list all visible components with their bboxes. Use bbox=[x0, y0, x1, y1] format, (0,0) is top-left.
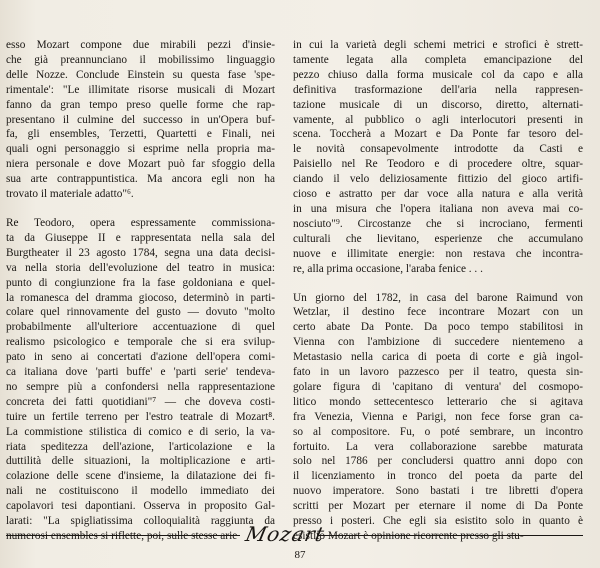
text-line: in cui la varietà degli schemi metrici e strofici è strett- bbox=[293, 39, 583, 51]
text-line: punto di congiunzione fra la fase goldoniana e quel- bbox=[6, 276, 275, 289]
text-line: certo abate Da Ponte. Da poco tempo stabilitosi in bbox=[293, 321, 583, 334]
text-line: quali ogni personaggio si esprime nella propria ma- bbox=[6, 143, 275, 156]
mozart-signature: Mozart bbox=[243, 522, 328, 546]
text-line: Paisiello nel Re Teodoro e di procedere oltre, squar- bbox=[293, 158, 583, 171]
text-line: in una misura che l'opera italiana non aveva mai co- bbox=[293, 202, 583, 215]
text-line: esso Mozart compone due mirabili pezzi d'insie- bbox=[6, 39, 275, 51]
text-line: il licenziamento in tronco del poeta da parte del bbox=[293, 470, 583, 483]
right-paragraph-1 bbox=[293, 38, 583, 277]
text-line: pato in seno ai concertati d'azione dell'opera comi- bbox=[6, 351, 275, 364]
text-line: la romanesca del dramma giocoso, determinò in parti- bbox=[6, 291, 275, 304]
text-line: Un giorno del 1782, in casa del barone Raimund von bbox=[293, 291, 583, 304]
text-line: niera personale e dove Mozart può far sfoggio della bbox=[6, 158, 275, 171]
left-paragraph-1 bbox=[6, 38, 275, 202]
text-line: nosciuto"⁹. Circostanze che si incrociano, fermenti bbox=[293, 217, 583, 230]
text-line: fa, gli ensembles, Terzetti, Quartetti e Finali, nei bbox=[6, 128, 275, 141]
text-line: cioso e astratto per dar voce alla natura e alla verità bbox=[293, 188, 583, 201]
text-line: presso i posteri. Che egli sia esistito solo in quanto è bbox=[293, 515, 583, 528]
text-line: trovato il materiale adatto"⁶. bbox=[6, 188, 134, 201]
text-line: ca italiana dove 'parti buffe' e 'parti serie' tendeva- bbox=[6, 366, 275, 379]
page-number: 87 bbox=[294, 549, 306, 561]
text-line: riata speditezza dell'azione, l'articolazione e la bbox=[6, 440, 275, 453]
text-line: no sempre più a confondersi nella rappresentazione bbox=[6, 380, 275, 393]
footer-rule-left bbox=[6, 535, 240, 536]
right-column bbox=[293, 38, 583, 544]
text-line: tuire un fertile terreno per l'estro teatrale di Mozart⁸. bbox=[6, 410, 275, 423]
text-line: ta da Giuseppe II e rappresentata nella sala del bbox=[6, 231, 275, 244]
text-line: scena. Toccherà a Mozart e Da Ponte far tesoro del- bbox=[293, 128, 583, 141]
text-line: presentano il culmine del successo in un'Opera buf- bbox=[6, 113, 275, 126]
text-line: fortuito. La vera collaborazione sarebbe maturata bbox=[293, 440, 583, 453]
text-line: Re Teodoro, opera espressamente commissiona- bbox=[6, 216, 275, 229]
text-line: probabilmente all'ulteriore accentuazione di quel bbox=[6, 321, 275, 334]
right-paragraph-2 bbox=[293, 291, 583, 544]
text-line: so al compositore. Fu, o poté sembrare, un incontro bbox=[293, 425, 583, 438]
text-line: delle Nozze. Conclude Einstein su questa fase 'spe- bbox=[6, 68, 275, 81]
text-line: numerosi ensembles si riflette, poi, sulle stesse arie bbox=[6, 530, 238, 542]
text-line: Burgtheater il 23 agosto 1784, segna una data decisi- bbox=[6, 246, 275, 259]
text-line: ciando il velo deliziosamente fittizio del gioco artifi- bbox=[293, 173, 583, 186]
text-line: fra Venezia, Vienna e Parigi, non fece forse gran ca- bbox=[293, 410, 583, 423]
footer-rule-right bbox=[318, 535, 583, 536]
text-line: tamente legata alla completa emancipazione del bbox=[293, 53, 583, 66]
left-column bbox=[6, 38, 275, 544]
text-line: La commistione stilistica di comico e di serio, la va- bbox=[6, 425, 275, 438]
text-line: esistito Mozart è opinione ricorrente presso gli stu- bbox=[293, 530, 524, 542]
text-line: nali ne costituiscono il modello immediato dei bbox=[6, 485, 275, 498]
text-line: colazione delle scene d'insieme, la dilatazione dei fi- bbox=[6, 470, 275, 483]
text-line: va nella storia dell'evoluzione del teatro in musica: bbox=[6, 261, 275, 274]
text-line: litico mondo settecentesco letterario che si agitava bbox=[293, 395, 583, 408]
text-line: sua arte contrappuntistica. Ma ancora egli non ha bbox=[6, 173, 275, 186]
text-line: concreta dei fatti quotidiani"⁷ — che doveva costi- bbox=[6, 395, 275, 408]
text-line: nuove e illimitate energie: non restava che incontra- bbox=[293, 247, 583, 260]
text-line: che già preannunciano il mobilissimo linguaggio bbox=[6, 53, 275, 66]
text-line: pezzo chiuso dalla forma musicale col da capo e alla bbox=[293, 68, 583, 81]
text-line: fanno da gran tempo preso quelle forme che rap- bbox=[6, 98, 275, 111]
text-line: Vienna con l'ambizione di succedere nientemeno a bbox=[293, 336, 583, 349]
text-line: solo nel 1786 per concludersi quattro anni dopo con bbox=[293, 455, 583, 468]
text-line: fato in un lavoro pazzesco per il teatro, questa sin- bbox=[293, 366, 583, 379]
text-line: Wetzlar, il destino fece incontrare Mozart con un bbox=[293, 306, 583, 319]
text-line: rimentale': "Le illimitate risorse musicali di Mozart bbox=[6, 83, 275, 96]
text-line: le novità consapevolmente introdotte da Casti e bbox=[293, 143, 583, 156]
text-line: capolavori tesi dapontiani. Osserva in proposito Gal- bbox=[6, 500, 275, 513]
text-line: nuovo imperatore. Sono bastati i tre libretti d'opera bbox=[293, 485, 583, 498]
text-line: scritti per Mozart per eternare il nome di Da Ponte bbox=[293, 500, 583, 513]
text-line: golare figura di 'capitano di ventura' del cosmopo- bbox=[293, 380, 583, 393]
text-line: duttilità delle situazioni, la moltiplicazione e arti- bbox=[6, 455, 275, 468]
text-line: re, alla prima occasione, l'araba fenice . . . bbox=[293, 262, 483, 275]
text-line: Metastasio nella carica di poeta di corte e già ingol- bbox=[293, 351, 583, 364]
text-line: vamente, al pubblico o agli interlocutori presenti in bbox=[293, 113, 583, 126]
text-line: culturali che lievitano, esperienze che accumulano bbox=[293, 232, 583, 245]
text-line: colare quel rinnovamente del gusto — dovuto "molto bbox=[6, 306, 275, 319]
text-line: realismo psicologico e temporale che si era svilup- bbox=[6, 336, 275, 349]
text-line: larati: "La spigliatissima colloquialità raggiunta da bbox=[6, 515, 275, 528]
text-line: tazione musicale di un discorso, diretto, alternati- bbox=[293, 98, 583, 111]
text-line: definitiva trasformazione dell'aria nella rappresen- bbox=[293, 83, 583, 96]
left-paragraph-2 bbox=[6, 216, 275, 544]
